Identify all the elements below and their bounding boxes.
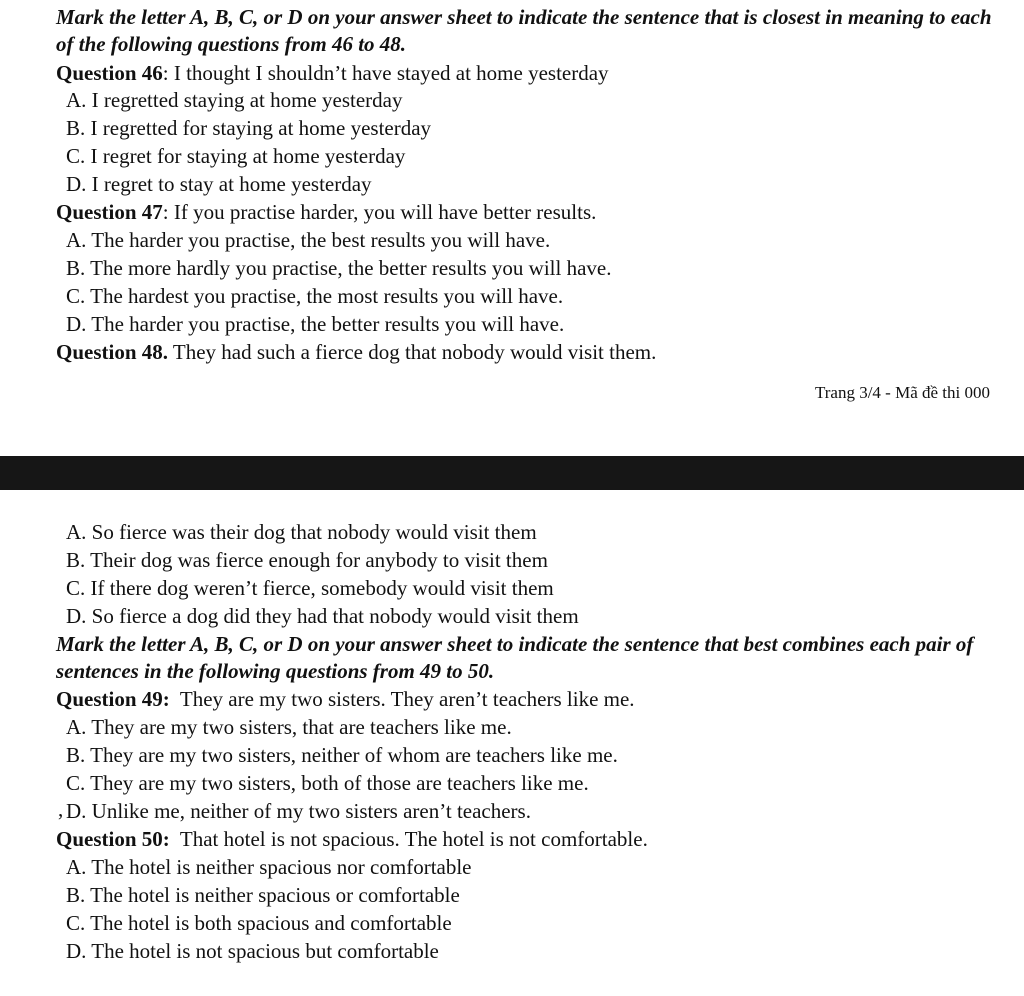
q47-option-a: A. The harder you practise, the best results you will have.	[66, 228, 551, 252]
question-47: Question 47: If you practise harder, you will have better results.	[56, 200, 597, 224]
q46-option-b: B. I regretted for staying at home yesterday	[66, 116, 432, 140]
question-text: They had such a fierce dog that nobody would visit them.	[172, 340, 657, 364]
section-instruction-49-50: Mark the letter A, B, C, or D on your answer sheet to indicate the sentence that best combines each pair of sentences in the following questions from 49 to 50.	[56, 632, 974, 683]
q50-option-a: A. The hotel is neither spacious nor comfortable	[66, 855, 472, 879]
q47-option-d: D. The harder you practise, the better results you will have.	[66, 312, 565, 336]
page-break-divider	[0, 456, 1024, 490]
section-instruction-46-48: Mark the letter A, B, C, or D on your answer sheet to indicate the sentence that is closest in meaning to each of the following questions from 46 to 48.	[56, 5, 992, 56]
q46-option-c: C. I regret for staying at home yesterday	[66, 144, 406, 168]
q50-option-c: C. The hotel is both spacious and comfortable	[66, 911, 452, 935]
question-text: That hotel is not spacious. The hotel is not comfortable.	[179, 827, 648, 851]
question-49	[56, 686, 635, 713]
q49-option-a: A. They are my two sisters, that are teachers like me.	[66, 715, 512, 739]
q50-option-b: B. The hotel is neither spacious or comfortable	[66, 883, 460, 907]
question-48	[56, 339, 656, 366]
question-label: Question 47	[56, 200, 163, 224]
question-50	[56, 826, 648, 853]
q46-option-a: A. I regretted staying at home yesterday	[66, 88, 403, 112]
q48-option-b: B. Their dog was fierce enough for anybody to visit them	[66, 548, 548, 572]
q49-option-c: C. They are my two sisters, both of those are teachers like me.	[66, 771, 589, 795]
question-text: I thought I shouldn’t have stayed at home yesterday	[173, 61, 609, 85]
q48-option-a: A. So fierce was their dog that nobody would visit them	[66, 520, 537, 544]
q47-option-b: B. The more hardly you practise, the better results you will have.	[66, 256, 612, 280]
question-label: Question 50:	[56, 827, 170, 851]
q46-option-d: D. I regret to stay at home yesterday	[66, 172, 372, 196]
q49-option-d: D. Unlike me, neither of my two sisters aren’t teachers.	[66, 799, 531, 823]
q48-option-c: C. If there dog weren’t fierce, somebody would visit them	[66, 576, 554, 600]
question-label: Question 48.	[56, 340, 169, 364]
q48-option-d: D. So fierce a dog did they had that nobody would visit them	[66, 604, 579, 628]
stray-comma-mark: ,	[58, 797, 64, 821]
q49-option-b: B. They are my two sisters, neither of whom are teachers like me.	[66, 743, 618, 767]
question-label: Question 46	[56, 61, 163, 85]
q47-option-c: C. The hardest you practise, the most results you will have.	[66, 284, 564, 308]
question-label: Question 49:	[56, 687, 170, 711]
question-46: Question 46: I thought I shouldn’t have stayed at home yesterday	[56, 61, 609, 85]
question-text: If you practise harder, you will have better results.	[173, 200, 597, 224]
question-text: They are my two sisters. They aren’t teachers like me.	[179, 687, 635, 711]
q50-option-d: D. The hotel is not spacious but comfortable	[66, 939, 439, 963]
page-footer: Trang 3/4 - Mã đề thi 000	[814, 383, 990, 402]
